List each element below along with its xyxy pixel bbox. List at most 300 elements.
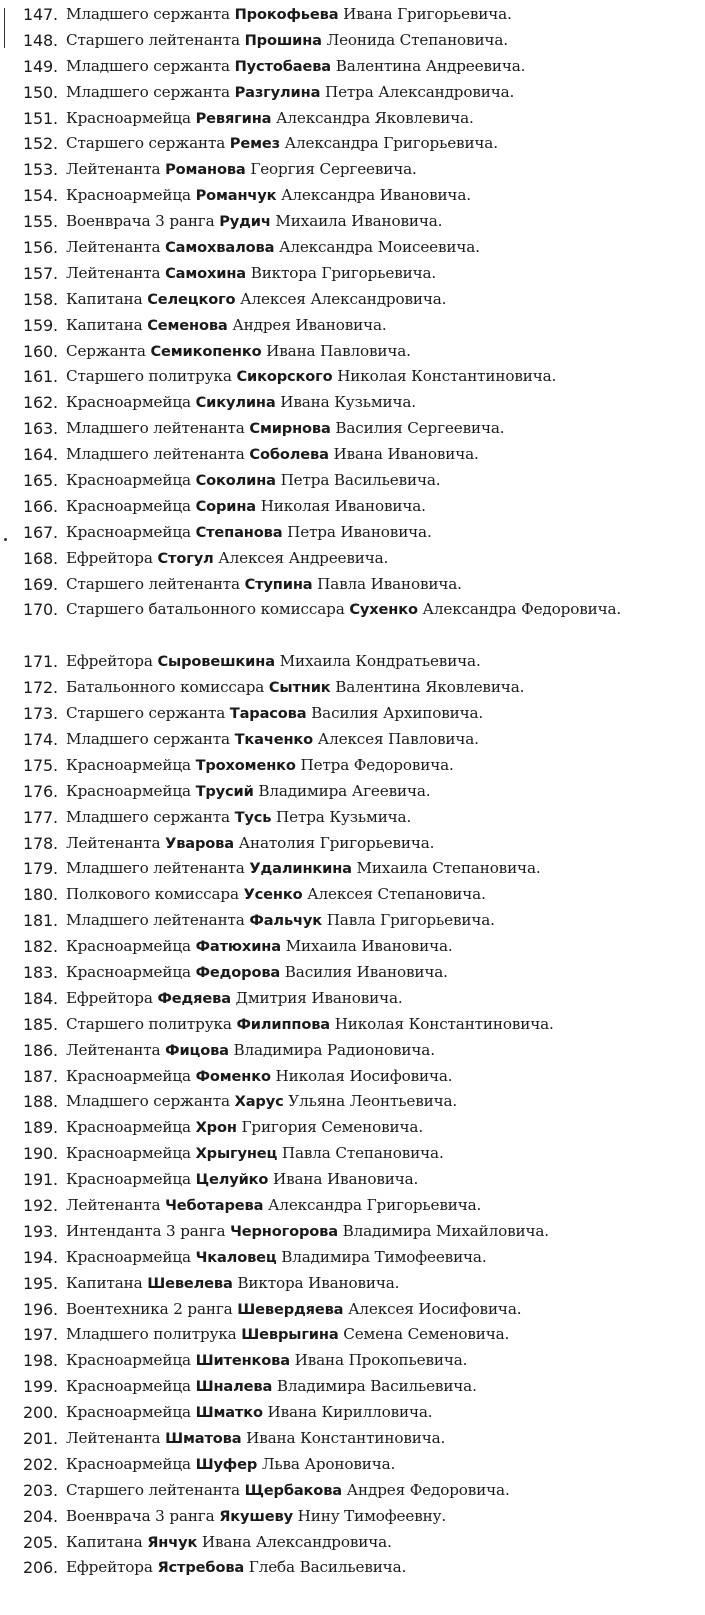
entry-text xyxy=(66,494,699,520)
entry-number: 152. xyxy=(22,134,58,154)
entry-surname: Пустобаева xyxy=(234,57,331,75)
entry-number: 166. xyxy=(22,496,58,516)
entry-text xyxy=(66,2,699,28)
entry-number: 154. xyxy=(22,186,58,206)
entry-given-names: Петра Кузьмича. xyxy=(276,807,412,826)
entry-surname: Ступина xyxy=(244,575,313,593)
entry-number: 173. xyxy=(22,704,58,724)
entry-given-names: Ивана Павловича. xyxy=(266,341,411,360)
entry-given-names: Алексея Иосифовича. xyxy=(348,1299,522,1318)
entry-number: 151. xyxy=(22,108,58,128)
entry-number: 158. xyxy=(22,289,58,309)
entry-surname: Чкаловец xyxy=(195,1248,277,1266)
list-item xyxy=(0,520,705,546)
entry-rank: Красноармейца xyxy=(66,522,191,541)
list-item xyxy=(0,1348,705,1374)
entry-text xyxy=(66,1530,699,1556)
entry-number: 183. xyxy=(22,962,58,982)
entry-rank: Лейтенанта xyxy=(66,833,161,852)
entry-text xyxy=(66,1167,699,1193)
entry-given-names: Николая Константиновича. xyxy=(337,367,557,386)
entry-given-names: Ивана Кузьмича. xyxy=(280,393,416,412)
entry-given-names: Владимира Михайловича. xyxy=(342,1221,549,1240)
entry-given-names: Ивана Кирилловича. xyxy=(267,1403,433,1422)
entry-text xyxy=(66,908,699,934)
entry-surname: Фальчук xyxy=(249,912,323,930)
entry-number: 206. xyxy=(22,1558,58,1578)
list-item xyxy=(0,313,705,339)
entry-text xyxy=(66,1478,699,1504)
entry-text xyxy=(66,28,699,54)
entry-rank: Красноармейца xyxy=(66,937,191,956)
entry-text xyxy=(66,1219,699,1245)
entry-given-names: Ивана Прокопьевича. xyxy=(294,1351,468,1370)
entry-surname: Самохина xyxy=(165,264,247,282)
entry-rank: Старшего политрука xyxy=(66,367,232,386)
entry-surname: Фицова xyxy=(165,1041,229,1059)
entry-surname: Шуфер xyxy=(195,1455,258,1473)
entry-rank: Лейтенанта xyxy=(66,263,161,282)
list-item xyxy=(0,1426,705,1452)
entry-number: 193. xyxy=(22,1221,58,1241)
entry-text xyxy=(66,546,699,572)
entry-given-names: Михаила Степановича. xyxy=(356,859,541,878)
entry-given-names: Владимира Тимофеевича. xyxy=(281,1247,487,1266)
entry-surname: Тарасова xyxy=(229,705,307,723)
entry-number: 149. xyxy=(22,56,58,76)
entry-rank: Лейтенанта xyxy=(66,238,161,257)
entry-surname: Соколина xyxy=(195,472,276,490)
entry-rank: Старшего батальонного комиссара xyxy=(66,600,345,619)
entry-surname: Сытник xyxy=(268,679,331,697)
list-item xyxy=(0,494,705,520)
entry-rank: Ефрейтора xyxy=(66,548,153,567)
entry-surname: Смирнова xyxy=(249,420,331,438)
entry-given-names: Николая Иосифовича. xyxy=(275,1066,453,1085)
entry-surname: Харус xyxy=(234,1093,284,1111)
list-item xyxy=(0,1219,705,1245)
entry-rank: Младшего сержанта xyxy=(66,5,230,23)
list-item xyxy=(0,54,705,80)
list-item xyxy=(0,1115,705,1141)
entry-text xyxy=(66,1400,699,1426)
entry-text xyxy=(66,1348,699,1374)
entry-surname: Соболева xyxy=(249,446,329,464)
entry-text xyxy=(66,1245,699,1271)
entry-surname: Стогул xyxy=(157,549,214,567)
entry-given-names: Валентина Яковлевича. xyxy=(335,678,525,697)
entry-rank: Ефрейтора xyxy=(66,1558,153,1577)
entry-rank: Красноармейца xyxy=(66,1247,191,1266)
entry-rank: Полкового комиссара xyxy=(66,885,239,904)
entry-rank: Батальонного комиссара xyxy=(66,678,265,697)
entry-rank: Красноармейца xyxy=(66,186,191,205)
entry-number: 205. xyxy=(22,1532,58,1552)
entry-given-names: Алексея Андреевича. xyxy=(218,548,389,567)
entry-surname: Филиппова xyxy=(236,1015,331,1033)
entry-rank: Лейтенанта xyxy=(66,160,161,179)
entry-surname: Романова xyxy=(165,161,246,179)
entry-surname: Самохвалова xyxy=(165,239,275,257)
entry-rank: Красноармейца xyxy=(66,1144,191,1163)
entry-rank: Капитана xyxy=(66,1532,143,1551)
list-item xyxy=(0,1193,705,1219)
entry-surname: Разгулина xyxy=(234,83,321,101)
entry-text xyxy=(66,1374,699,1400)
entry-number: 155. xyxy=(22,212,58,232)
list-item xyxy=(0,986,705,1012)
entry-text xyxy=(66,1452,699,1478)
entry-text xyxy=(66,106,699,132)
list-item xyxy=(0,1141,705,1167)
entry-surname: Якушеву xyxy=(219,1507,293,1525)
list-item xyxy=(0,364,705,390)
entry-number: 188. xyxy=(22,1092,58,1112)
entry-surname: Трохоменко xyxy=(195,756,296,774)
list-item xyxy=(0,183,705,209)
entry-surname: Прошина xyxy=(244,31,322,49)
entry-text xyxy=(66,313,699,339)
entry-given-names: Алексея Александровича. xyxy=(240,289,447,308)
entry-number: 185. xyxy=(22,1014,58,1034)
list-item xyxy=(0,131,705,157)
list-item xyxy=(0,2,705,28)
entry-given-names: Александра Яковлевича. xyxy=(276,108,474,127)
entry-text xyxy=(66,1297,699,1323)
entry-rank: Воентехника 2 ранга xyxy=(66,1299,233,1318)
entry-rank: Военврача 3 ранга xyxy=(66,1506,215,1525)
entry-given-names: Семена Семеновича. xyxy=(343,1325,510,1344)
entry-text xyxy=(66,1271,699,1297)
entry-number: 162. xyxy=(22,393,58,413)
entry-given-names: Петра Федоровича. xyxy=(300,755,454,774)
entry-number: 159. xyxy=(22,315,58,335)
entry-number: 156. xyxy=(22,238,58,258)
entry-given-names: Ульяна Леонтьевича. xyxy=(288,1092,458,1111)
list-item xyxy=(0,261,705,287)
list-item xyxy=(0,908,705,934)
entry-surname: Шматко xyxy=(195,1404,263,1422)
entry-text xyxy=(66,468,699,494)
entry-rank: Старшего лейтенанта xyxy=(66,30,240,49)
entry-text xyxy=(66,960,699,986)
entry-number: 147. xyxy=(22,5,58,24)
entry-text xyxy=(66,364,699,390)
entry-rank: Красноармейца xyxy=(66,108,191,127)
entry-surname: Ткаченко xyxy=(234,730,314,748)
entry-surname: Фатюхина xyxy=(195,938,281,956)
entry-text xyxy=(66,520,699,546)
list-item xyxy=(0,1245,705,1271)
entry-text xyxy=(66,1141,699,1167)
entry-surname: Фоменко xyxy=(195,1067,271,1085)
list-item xyxy=(0,831,705,857)
entry-number: 179. xyxy=(22,859,58,879)
entry-text xyxy=(66,856,699,882)
list-item xyxy=(0,1038,705,1064)
entry-surname: Сорина xyxy=(195,497,257,515)
entry-given-names: Александра Федоровича. xyxy=(422,600,622,619)
entry-given-names: Петра Александровича. xyxy=(324,82,515,101)
entry-rank: Красноармейца xyxy=(66,962,191,981)
list-item xyxy=(0,1400,705,1426)
entry-number: 176. xyxy=(22,781,58,801)
entry-surname: Романчук xyxy=(195,187,277,205)
entry-number: 171. xyxy=(22,652,58,672)
entry-text xyxy=(66,572,699,598)
entry-text xyxy=(66,54,699,80)
list-item xyxy=(0,157,705,183)
entry-text xyxy=(66,805,699,831)
entry-given-names: Василия Архиповича. xyxy=(311,704,484,723)
list-item xyxy=(0,28,705,54)
entry-given-names: Михаила Кондратьевича. xyxy=(279,652,481,671)
entry-text xyxy=(66,183,699,209)
entry-surname: Тусь xyxy=(234,808,272,826)
entry-rank: Старшего сержанта xyxy=(66,704,226,723)
entry-surname: Ревягина xyxy=(195,109,272,127)
entry-given-names: Александра Григорьевича. xyxy=(284,134,498,153)
entry-surname: Уварова xyxy=(165,834,234,852)
entry-rank: Красноармейца xyxy=(66,1403,191,1422)
entry-given-names: Василия Ивановича. xyxy=(284,962,448,981)
entry-number: 197. xyxy=(22,1325,58,1345)
entry-number: 195. xyxy=(22,1273,58,1293)
entry-number: 150. xyxy=(22,82,58,102)
entry-rank: Младшего политрука xyxy=(66,1325,237,1344)
entry-rank: Капитана xyxy=(66,289,143,308)
entry-given-names: Николая Константиновича. xyxy=(334,1014,554,1033)
list-item xyxy=(0,701,705,727)
entry-number: 163. xyxy=(22,419,58,439)
entry-given-names: Валентина Андреевича. xyxy=(335,56,526,75)
list-item xyxy=(0,287,705,313)
entry-text xyxy=(66,727,699,753)
entry-given-names: Глеба Васильевича. xyxy=(248,1558,407,1577)
entry-surname: Шевелева xyxy=(147,1274,233,1292)
entry-number: 199. xyxy=(22,1377,58,1397)
entry-surname: Хрон xyxy=(195,1119,237,1137)
entry-text xyxy=(66,80,699,106)
entry-text xyxy=(66,1504,699,1530)
list-item xyxy=(0,1478,705,1504)
list-item xyxy=(0,442,705,468)
entry-given-names: Леонида Степановича. xyxy=(326,30,508,49)
award-list xyxy=(0,2,705,1581)
entry-given-names: Георгия Сергеевича. xyxy=(250,160,417,179)
entry-rank: Лейтенанта xyxy=(66,1195,161,1214)
entry-surname: Шитенкова xyxy=(195,1352,290,1370)
entry-given-names: Ивана Александровича. xyxy=(201,1532,392,1551)
entry-number: 184. xyxy=(22,988,58,1008)
entry-rank: Младшего сержанта xyxy=(66,1092,230,1111)
entry-surname: Сухенко xyxy=(349,601,418,619)
entry-text xyxy=(66,339,699,365)
list-item xyxy=(0,675,705,701)
entry-surname: Семенова xyxy=(147,316,228,334)
list-item xyxy=(0,597,705,649)
entry-given-names: Ивана Константиновича. xyxy=(246,1429,446,1447)
entry-given-names: Павла Степановича. xyxy=(281,1144,444,1163)
entry-number: 201. xyxy=(22,1429,58,1448)
entry-number: 186. xyxy=(22,1040,58,1060)
list-item xyxy=(0,1504,705,1530)
entry-given-names: Анатолия Григорьевича. xyxy=(238,833,435,852)
entry-given-names: Павла Григорьевича. xyxy=(326,911,495,930)
entry-rank: Ефрейтора xyxy=(66,652,153,671)
entry-rank: Младшего сержанта xyxy=(66,729,230,748)
entry-text xyxy=(66,934,699,960)
list-item xyxy=(0,1374,705,1400)
entry-text xyxy=(66,882,699,908)
entry-number: 178. xyxy=(22,833,58,853)
entry-surname: Шевердяева xyxy=(237,1300,344,1318)
list-item xyxy=(0,1322,705,1348)
entry-given-names: Григория Семеновича. xyxy=(241,1118,423,1137)
list-item xyxy=(0,1012,705,1038)
entry-given-names: Андрея Федоровича. xyxy=(346,1480,510,1499)
entry-given-names: Владимира Васильевича. xyxy=(276,1377,477,1396)
entry-surname: Сикорского xyxy=(236,368,333,386)
entry-surname: Селецкого xyxy=(147,290,236,308)
list-item xyxy=(0,339,705,365)
entry-number: 200. xyxy=(22,1403,58,1423)
entry-given-names: Дмитрия Ивановича. xyxy=(235,988,403,1007)
entry-rank: Военврача 3 ранга xyxy=(66,212,215,231)
entry-number: 175. xyxy=(22,755,58,775)
entry-number: 174. xyxy=(22,729,58,749)
entry-rank: Сержанта xyxy=(66,341,146,360)
entry-surname: Чеботарева xyxy=(165,1196,264,1214)
entry-given-names: Ивана Ивановича. xyxy=(273,1170,419,1189)
entry-rank: Лейтенанта xyxy=(66,1040,161,1059)
entry-rank: Ефрейтора xyxy=(66,988,153,1007)
entry-text xyxy=(66,753,699,779)
entry-text xyxy=(66,1038,699,1064)
entry-text xyxy=(66,416,699,442)
entry-rank: Младшего сержанта xyxy=(66,807,230,826)
entry-surname: Шналева xyxy=(195,1378,273,1396)
entry-text xyxy=(66,986,699,1012)
entry-text xyxy=(66,1555,699,1581)
list-item xyxy=(0,960,705,986)
entry-number: 169. xyxy=(22,574,58,594)
entry-given-names: Павла Ивановича. xyxy=(317,574,462,593)
entry-surname: Прокофьева xyxy=(234,6,339,23)
entry-text xyxy=(66,261,699,287)
entry-given-names: Александра Григорьевича. xyxy=(267,1195,482,1214)
entry-surname: Щербакова xyxy=(244,1481,342,1499)
entry-text xyxy=(66,701,699,727)
list-item xyxy=(0,1271,705,1297)
entry-rank: Красноармейца xyxy=(66,1454,191,1473)
entry-rank: Младшего сержанта xyxy=(66,82,230,101)
entry-surname: Степанова xyxy=(195,523,283,541)
entry-surname: Трусий xyxy=(195,782,254,800)
entry-rank: Старшего лейтенанта xyxy=(66,1480,240,1499)
entry-given-names: Петра Ивановича. xyxy=(287,522,432,541)
entry-given-names: Алексея Павловича. xyxy=(317,729,479,748)
entry-rank: Младшего лейтенанта xyxy=(66,419,245,438)
entry-text xyxy=(66,131,699,157)
entry-rank: Красноармейца xyxy=(66,1066,191,1085)
entry-surname: Ястребова xyxy=(157,1559,245,1577)
entry-text xyxy=(66,157,699,183)
list-item xyxy=(0,753,705,779)
entry-surname: Рудич xyxy=(219,213,271,231)
entry-text xyxy=(66,235,699,261)
entry-number: 167. xyxy=(22,522,58,542)
entry-rank: Капитана xyxy=(66,315,143,334)
entry-surname: Шматова xyxy=(165,1430,242,1447)
entry-given-names: Александра Ивановича. xyxy=(281,186,471,205)
list-item xyxy=(0,934,705,960)
list-item xyxy=(0,1089,705,1115)
entry-rank: Красноармейца xyxy=(66,755,191,774)
entry-given-names: Михаила Ивановича. xyxy=(285,937,453,956)
list-item xyxy=(0,779,705,805)
entry-number: 165. xyxy=(22,471,58,491)
list-item xyxy=(0,546,705,572)
entry-number: 196. xyxy=(22,1299,58,1319)
entry-text xyxy=(66,1115,699,1141)
entry-rank: Красноармейца xyxy=(66,393,191,412)
entry-number: 203. xyxy=(22,1480,58,1500)
entry-given-names: Виктора Ивановича. xyxy=(237,1273,400,1292)
entry-text xyxy=(66,1012,699,1038)
entry-number: 148. xyxy=(22,30,58,50)
entry-surname: Янчук xyxy=(147,1533,198,1551)
entry-surname: Усенко xyxy=(243,886,303,904)
entry-surname: Черногорова xyxy=(230,1222,338,1240)
entry-given-names: Николая Ивановича. xyxy=(260,496,426,515)
list-item xyxy=(0,209,705,235)
entry-text xyxy=(66,442,699,468)
list-item xyxy=(0,106,705,132)
list-item xyxy=(0,390,705,416)
entry-given-names: Владимира Агеевича. xyxy=(258,781,431,800)
list-item xyxy=(0,649,705,675)
entry-surname: Хрыгунец xyxy=(195,1145,278,1163)
list-item xyxy=(0,572,705,598)
entry-surname: Федорова xyxy=(195,963,281,981)
entry-given-names: Ивана Ивановича. xyxy=(333,445,479,464)
entry-given-names: Нину Тимофеевну. xyxy=(297,1506,447,1525)
entry-surname: Ремез xyxy=(229,135,280,153)
entry-surname: Удалинкина xyxy=(249,860,352,878)
entry-given-names: Михаила Ивановича. xyxy=(275,212,443,231)
entry-given-names: Александра Моисеевича. xyxy=(278,238,480,257)
entry-number: 189. xyxy=(22,1118,58,1138)
list-item xyxy=(0,1452,705,1478)
entry-text xyxy=(66,390,699,416)
entry-surname: Сыровешкина xyxy=(157,653,275,671)
entry-text xyxy=(66,831,699,857)
entry-rank: Старшего политрука xyxy=(66,1014,232,1033)
entry-text xyxy=(66,779,699,805)
entry-rank: Красноармейца xyxy=(66,471,191,490)
entry-number: 202. xyxy=(22,1454,58,1474)
entry-number: 192. xyxy=(22,1195,58,1215)
entry-surname: Семикопенко xyxy=(150,342,262,360)
entry-rank: Младшего сержанта xyxy=(66,56,230,75)
list-item xyxy=(0,235,705,261)
entry-rank: Красноармейца xyxy=(66,1377,191,1396)
entry-given-names: Алексея Степановича. xyxy=(307,885,486,904)
entry-number: 182. xyxy=(22,937,58,957)
entry-text xyxy=(66,287,699,313)
list-item xyxy=(0,1167,705,1193)
